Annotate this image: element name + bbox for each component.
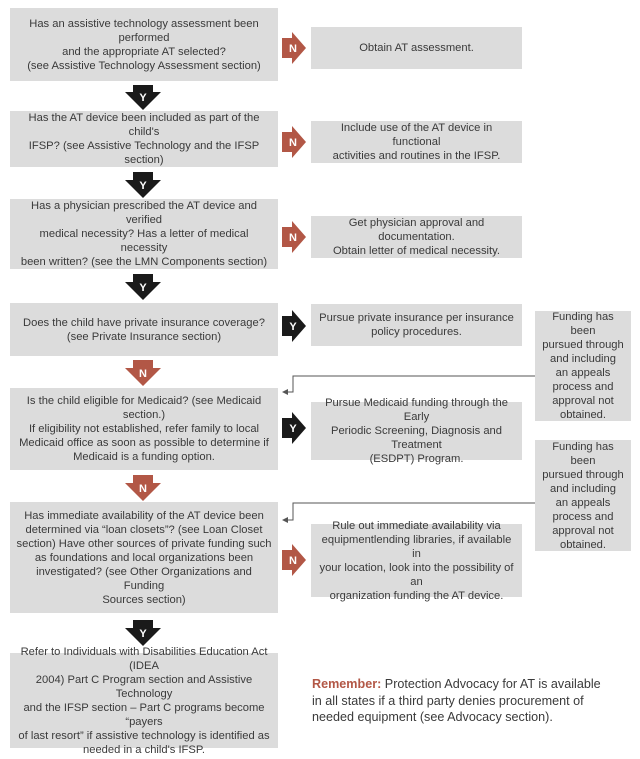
side-note-medicaid-appeals: Funding has been pursued through and including an appeals process and approval not obtained. <box>535 440 631 551</box>
question-box-loan-closets: Has immediate availability of the AT device been determined via “loan closets”? (see Loan Closet section) Have other sources of private funding such as foundations and local organizations been investigated? (see Other Organizations and Funding Sources section) <box>10 502 278 613</box>
right-arrow-no-3 <box>282 221 306 253</box>
down-arrow-no-1 <box>125 360 161 386</box>
connector-medicaid-to-loan-closets <box>283 503 535 520</box>
action-box-physician-approval: Get physician approval and documentation. Obtain letter of medical necessity. <box>311 216 522 258</box>
remember-text: Protection Advocacy for AT is available in all states if a third party denies procurement of needed equipment (see Advocacy section). <box>312 677 601 724</box>
label-n: N <box>139 368 147 380</box>
question-box-idea-referral: Refer to Individuals with Disabilities Education Act (IDEA 2004) Part C Program section and Assistive Technology and the IFSP section – Part C programs become “payers of last resort” if assistive technology is identified as needed in a child's IFSP. <box>10 653 278 748</box>
action-box-private-insurance: Pursue private insurance per insurance policy procedures. <box>311 304 522 346</box>
label-y: Y <box>139 92 147 104</box>
label-y: Y <box>289 423 297 435</box>
right-arrow-no-4 <box>282 544 306 576</box>
question-box-medicaid: Is the child eligible for Medicaid? (see Medicaid section.) If eligibility not established, refer family to local Medicaid office as soon as possible to determine if Medicaid is a funding option. <box>10 388 278 470</box>
label-y: Y <box>139 282 147 294</box>
right-arrow-yes-1 <box>282 310 306 342</box>
right-arrow-yes-2 <box>282 412 306 444</box>
question-box-physician: Has a physician prescribed the AT device and verified medical necessity? Has a letter of medical necessity been written? (see the LMN Components section) <box>10 199 278 269</box>
label-n: N <box>289 137 297 149</box>
action-box-include-ifsp: Include use of the AT device in functional activities and routines in the IFSP. <box>311 121 522 163</box>
label-n: N <box>139 483 147 495</box>
label-y: Y <box>139 180 147 192</box>
action-box-lending-libraries: Rule out immediate availability via equipmentlending libraries, if available in your location, look into the possibility of an organization funding the AT device. <box>311 524 522 597</box>
down-arrow-no-2 <box>125 475 161 501</box>
question-box-ifsp: Has the AT device been included as part of the child's IFSP? (see Assistive Technology and the IFSP section) <box>10 111 278 167</box>
down-arrow-yes-1 <box>125 85 161 110</box>
action-box-medicaid-funding: Pursue Medicaid funding through the Early Periodic Screening, Diagnosis and Treatment (ESDPT) Program. <box>311 402 522 460</box>
right-arrow-no-1 <box>282 32 306 64</box>
label-y: Y <box>139 628 147 640</box>
label-n: N <box>289 232 297 244</box>
question-box-private-insurance: Does the child have private insurance coverage? (see Private Insurance section) <box>10 303 278 356</box>
label-n: N <box>289 43 297 55</box>
side-note-insurance-appeals: Funding has been pursued through and including an appeals process and approval not obtained. <box>535 311 631 421</box>
right-arrow-no-2 <box>282 126 306 158</box>
action-box-obtain-assessment: Obtain AT assessment. <box>311 27 522 69</box>
label-n: N <box>289 555 297 567</box>
down-arrow-yes-4 <box>125 620 161 646</box>
label-y: Y <box>289 321 297 333</box>
connector-insurance-to-medicaid <box>283 376 535 392</box>
down-arrow-yes-2 <box>125 172 161 198</box>
question-box-at-assessment: Has an assistive technology assessment been performed and the appropriate AT selected? (see Assistive Technology Assessment section) <box>10 8 278 81</box>
remember-heading: Remember: <box>312 677 382 691</box>
down-arrow-yes-3 <box>125 274 161 300</box>
